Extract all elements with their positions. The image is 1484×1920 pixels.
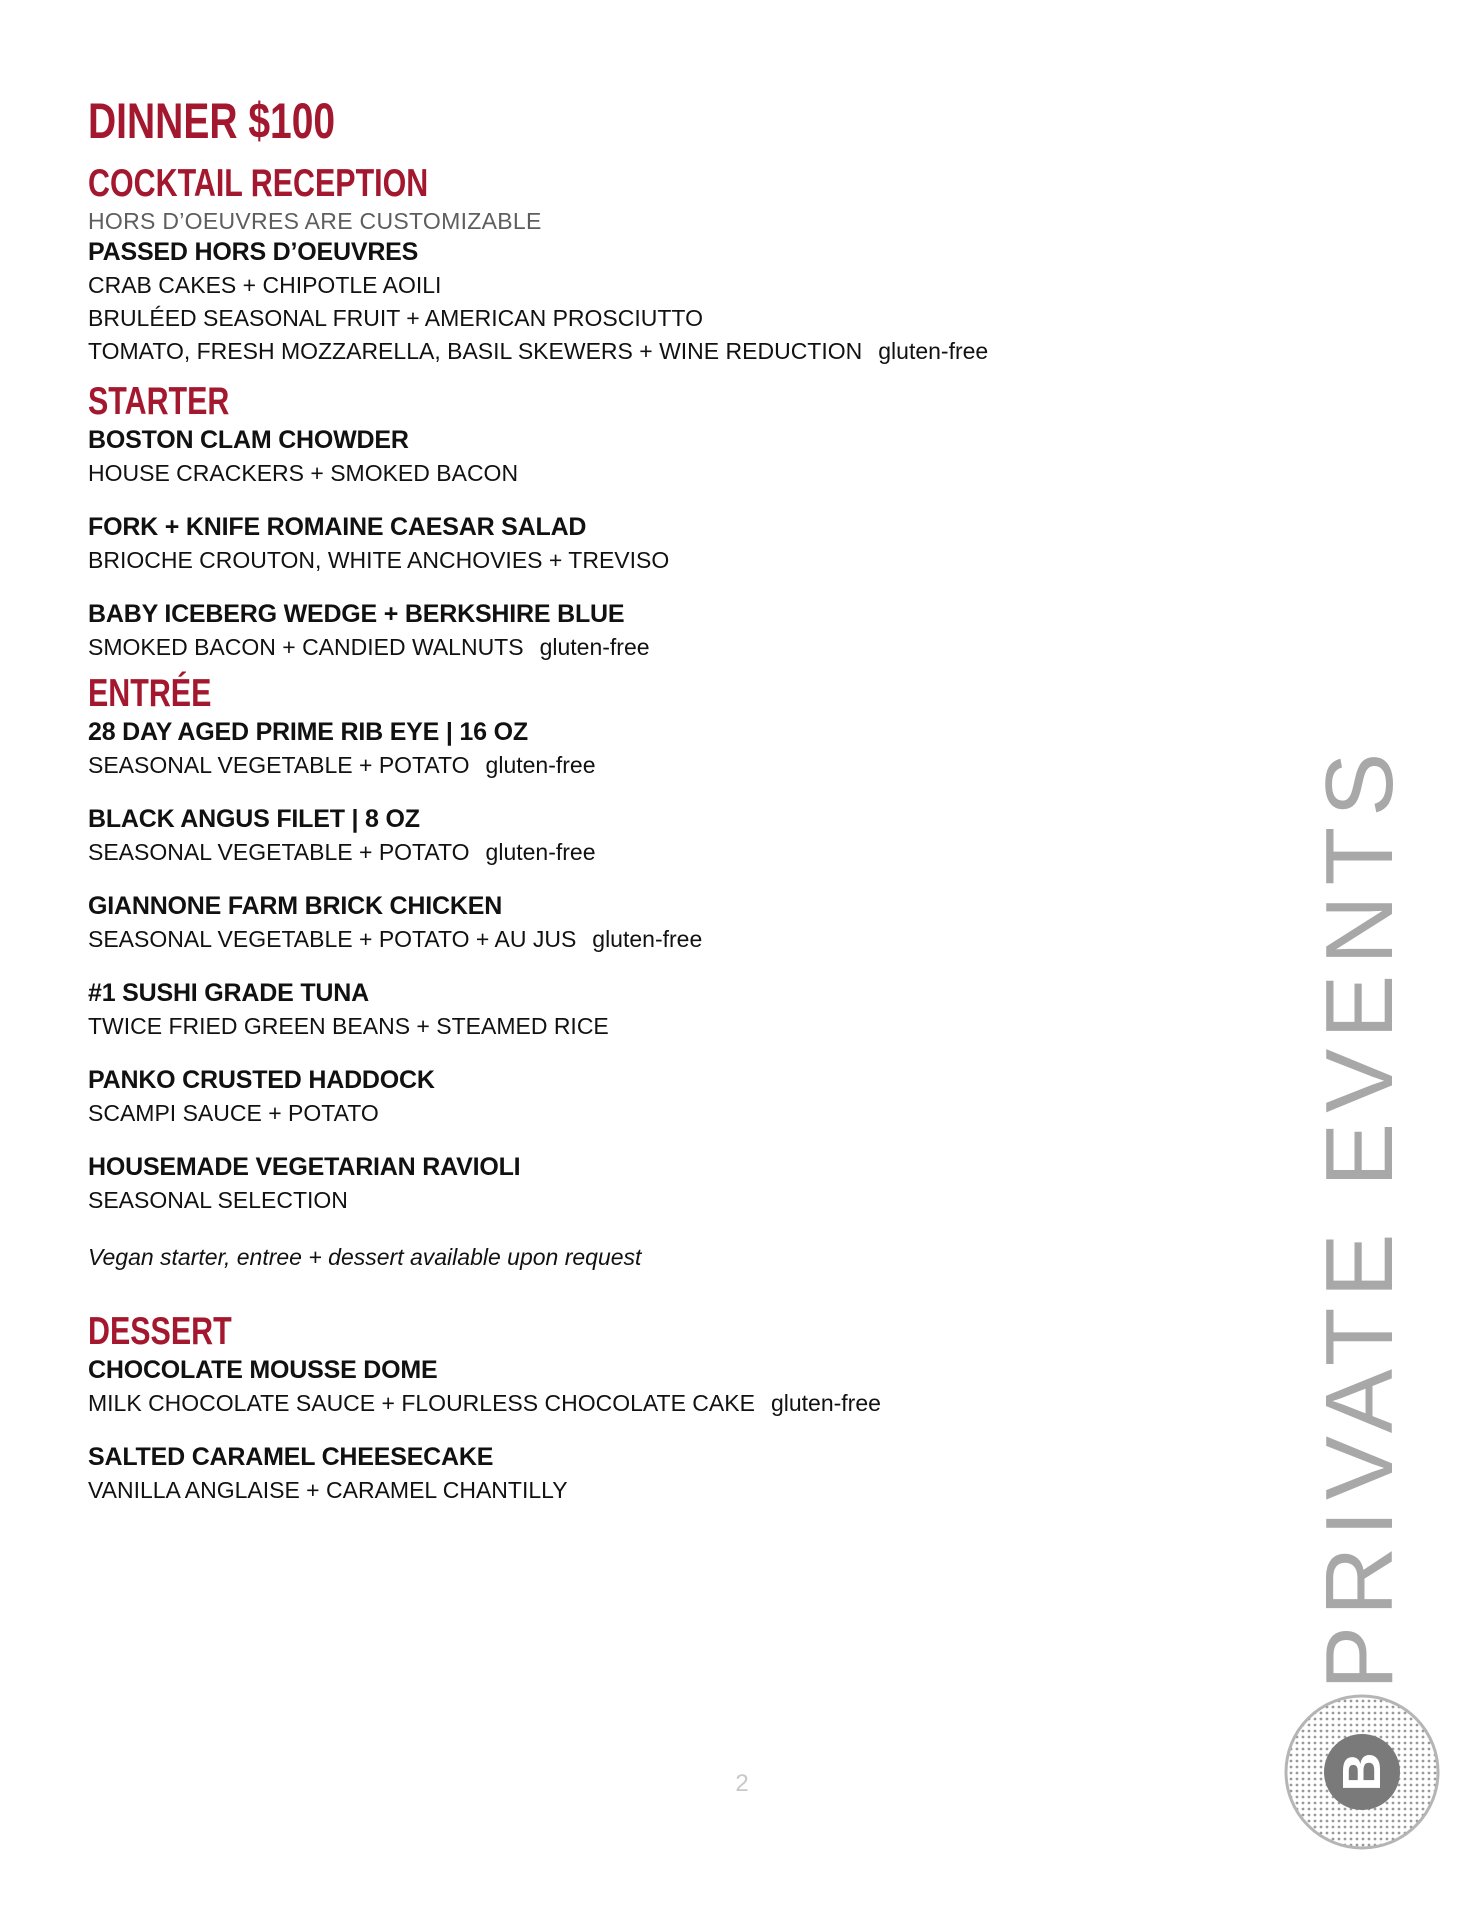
cocktail-item: TOMATO, FRESH MOZZARELLA, BASIL SKEWERS + WINE REDUCTION gluten-free xyxy=(88,338,989,364)
menu-item-name: SALTED CARAMEL CHEESECAKE xyxy=(88,1443,494,1471)
gluten-free-tag: gluten-free xyxy=(485,752,596,778)
gluten-free-tag: gluten-free xyxy=(878,338,989,364)
private-events-brand: PRIVATE EVENTS xyxy=(1306,742,1413,1690)
menu-item xyxy=(88,511,1238,577)
menu-item xyxy=(88,598,1238,664)
gluten-free-tag: gluten-free xyxy=(539,634,650,660)
menu-content xyxy=(88,92,1238,1528)
menu-item-name: HOUSEMADE VEGETARIAN RAVIOLI xyxy=(88,1153,521,1181)
menu-item-description: SMOKED BACON + CANDIED WALNUTS gluten-free xyxy=(88,634,650,660)
menu-item-name: #1 SUSHI GRADE TUNA xyxy=(88,979,369,1007)
cocktail-subtitle: HORS D’OEUVRES ARE CUSTOMIZABLE xyxy=(88,208,542,234)
cocktail-section xyxy=(88,162,1238,368)
page-number: 2 xyxy=(735,1770,749,1797)
menu-item-description: VANILLA ANGLAISE + CARAMEL CHANTILLY xyxy=(88,1477,568,1503)
menu-item-description: BRIOCHE CROUTON, WHITE ANCHOVIES + TREVISO xyxy=(88,547,670,573)
menu-item-description: SEASONAL SELECTION xyxy=(88,1187,348,1213)
menu-item-name: BOSTON CLAM CHOWDER xyxy=(88,426,409,454)
gluten-free-tag: gluten-free xyxy=(770,1390,881,1416)
starter-section xyxy=(88,380,1238,664)
section-heading-starter: STARTER xyxy=(88,380,230,423)
menu-item xyxy=(88,977,1238,1043)
menu-item-description: SEASONAL VEGETABLE + POTATO gluten-free xyxy=(88,752,596,778)
menu-item-description: SCAMPI SAUCE + POTATO xyxy=(88,1100,379,1126)
seal-letter: B xyxy=(1332,1752,1392,1792)
menu-item xyxy=(88,716,1238,782)
menu-item-name: PANKO CRUSTED HADDOCK xyxy=(88,1066,435,1094)
section-heading-cocktail: COCKTAIL RECEPTION xyxy=(88,162,429,205)
menu-item xyxy=(88,1151,1238,1217)
menu-item xyxy=(88,1441,1238,1507)
cocktail-item: BRULÉED SEASONAL FRUIT + AMERICAN PROSCIUTTO xyxy=(88,305,703,331)
menu-item-description: SEASONAL VEGETABLE + POTATO + AU JUS gluten-free xyxy=(88,926,703,952)
menu-item xyxy=(88,1354,1238,1420)
gluten-free-tag: gluten-free xyxy=(592,926,703,952)
gluten-free-tag: gluten-free xyxy=(485,839,596,865)
section-heading-dessert: DESSERT xyxy=(88,1310,232,1353)
menu-item-name: CHOCOLATE MOUSSE DOME xyxy=(88,1356,438,1384)
menu-item-name: GIANNONE FARM BRICK CHICKEN xyxy=(88,892,503,920)
menu-item-description: HOUSE CRACKERS + SMOKED BACON xyxy=(88,460,519,486)
cocktail-item: CRAB CAKES + CHIPOTLE AOILI xyxy=(88,272,442,298)
menu-title: DINNER $100 xyxy=(88,93,336,149)
passed-hors-heading: PASSED HORS D’OEUVRES xyxy=(88,238,419,266)
menu-item-name: BABY ICEBERG WEDGE + BERKSHIRE BLUE xyxy=(88,600,625,628)
menu-item-description: TWICE FRIED GREEN BEANS + STEAMED RICE xyxy=(88,1013,609,1039)
menu-item xyxy=(88,890,1238,956)
menu-item-description: SEASONAL VEGETABLE + POTATO gluten-free xyxy=(88,839,596,865)
brand-seal-logo xyxy=(1282,1692,1442,1852)
section-heading-entree: ENTRÉE xyxy=(88,672,212,715)
dessert-section xyxy=(88,1310,1238,1507)
vegan-note: Vegan starter, entree + dessert available upon request xyxy=(88,1244,642,1270)
menu-item xyxy=(88,1064,1238,1130)
menu-item xyxy=(88,424,1238,490)
menu-item-name: BLACK ANGUS FILET | 8 OZ xyxy=(88,805,420,833)
entree-section xyxy=(88,672,1238,1274)
menu-item xyxy=(88,803,1238,869)
menu-item-name: 28 DAY AGED PRIME RIB EYE | 16 OZ xyxy=(88,718,528,746)
menu-item-name: FORK + KNIFE ROMAINE CAESAR SALAD xyxy=(88,513,587,541)
menu-item-description: MILK CHOCOLATE SAUCE + FLOURLESS CHOCOLATE CAKE gluten-free xyxy=(88,1390,881,1416)
